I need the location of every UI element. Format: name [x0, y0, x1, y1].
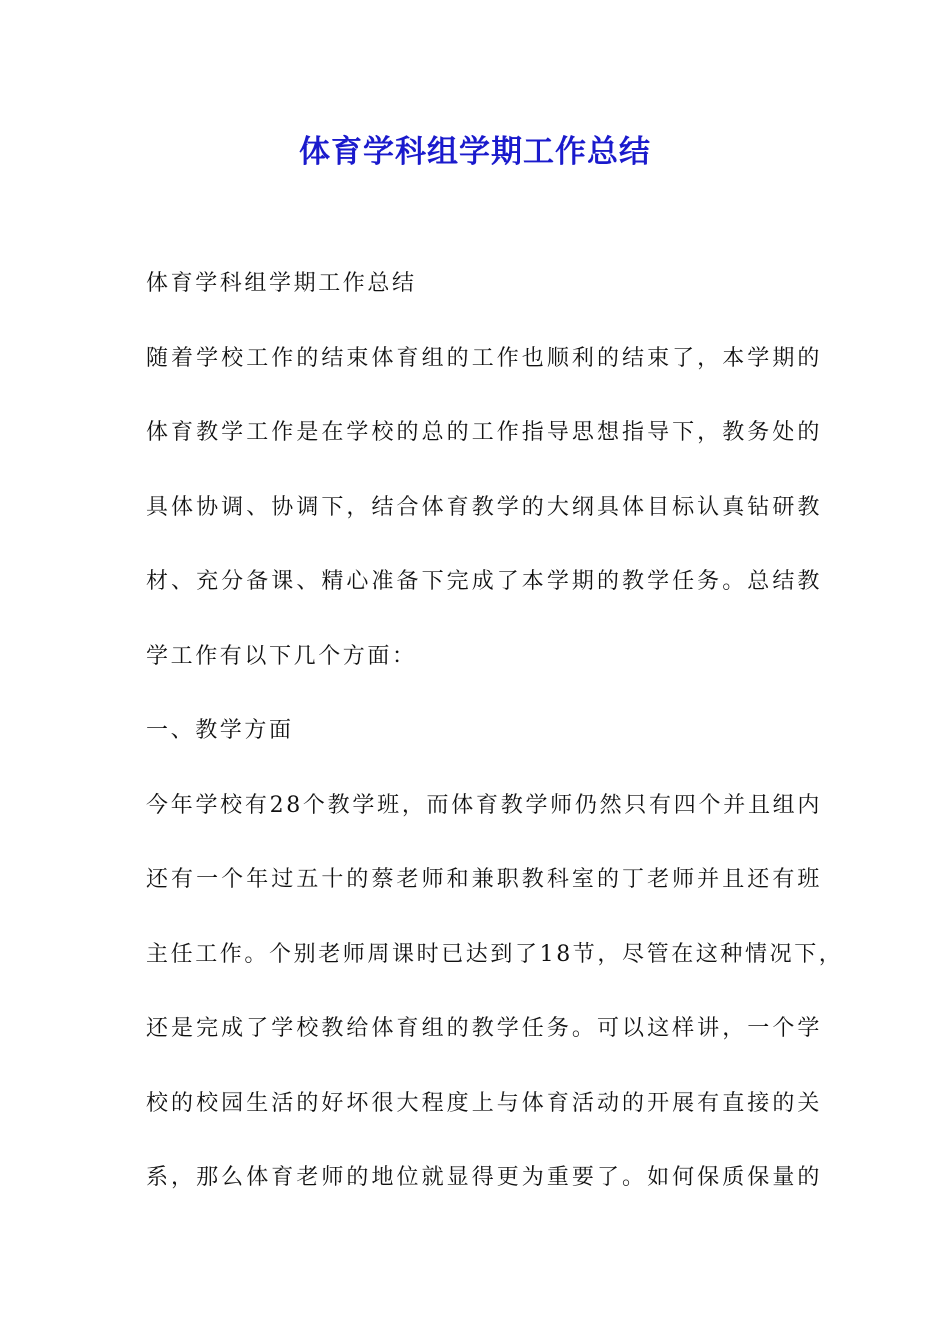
body-line: 系，那么体育老师的地位就显得更为重要了。如何保质保量的 [146, 1165, 822, 1190]
body-line: 体育教学工作是在学校的总的工作指导思想指导下，教务处的 [146, 420, 822, 445]
body-line: 校的校园生活的好坏很大程度上与体育活动的开展有直接的关 [146, 1090, 822, 1116]
document-body [146, 261, 844, 1230]
document-title: 体育学科组学期工作总结 [299, 134, 651, 170]
body-line: 还有一个年过五十的蔡老师和兼职教科室的丁老师并且还有班 [146, 867, 822, 892]
body-line: 随着学校工作的结束体育组的工作也顺利的结束了，本学期的 [146, 345, 822, 371]
section-heading: 一、教学方面 [146, 718, 294, 743]
body-line: 今年学校有28个教学班，而体育教学师仍然只有四个并且组内 [146, 792, 822, 818]
body-line: 学工作有以下几个方面： [146, 643, 417, 669]
body-line: 还是完成了学校教给体育组的教学任务。可以这样讲，一个学 [146, 1016, 822, 1041]
body-line: 材、充分备课、精心准备下完成了本学期的教学任务。总结教 [146, 569, 822, 594]
body-line: 主任工作。个别老师周课时已达到了18节，尽管在这种情况下， [146, 941, 844, 967]
body-line: 具体协调、协调下，结合体育教学的大纲具体目标认真钻研教 [146, 494, 822, 520]
body-line-subtitle: 体育学科组学期工作总结 [146, 271, 417, 296]
